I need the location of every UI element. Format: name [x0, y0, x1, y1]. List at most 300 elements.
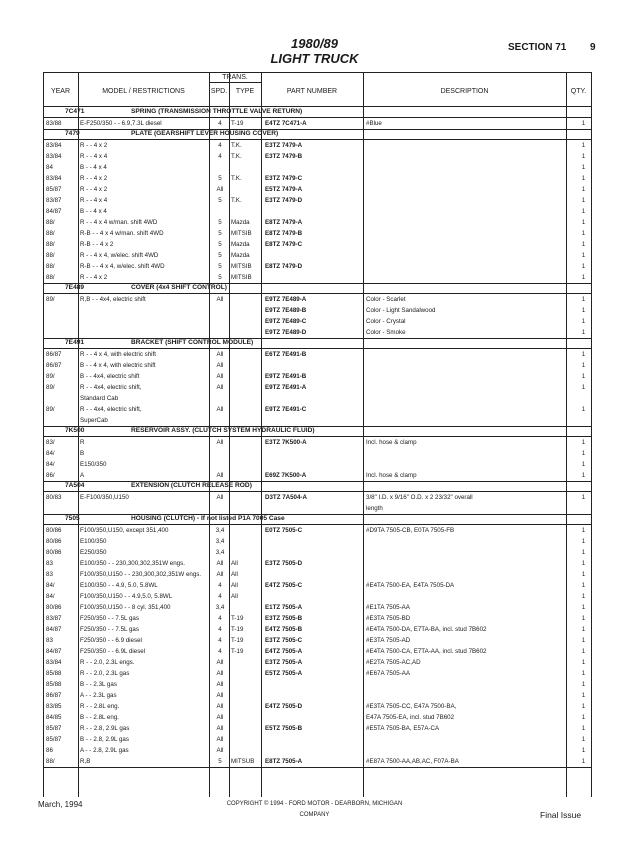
cell-year: 86/87 — [46, 351, 62, 358]
cell-part: E3TZ 7505-C — [265, 637, 303, 644]
cell-model: R - - 4 x 2 — [80, 142, 108, 149]
table-row — [43, 217, 591, 228]
cell-qty: 1 — [581, 197, 586, 204]
group-title: PLATE (GEARSHIFT LEVER HOUSING COVER) — [131, 130, 279, 137]
cell-desc: Color - Crystal — [366, 318, 406, 325]
cell-model: B — [80, 450, 85, 457]
group-header — [43, 129, 591, 139]
cell-model: F250/350 - - 7.5L gas — [80, 626, 139, 633]
cell-year: 80/86 — [46, 527, 62, 534]
cell-part: E8TZ 7479-B — [265, 230, 303, 237]
col-header-model: MODEL / RESTRICTIONS — [102, 88, 185, 95]
cell-type: Mazda — [231, 219, 250, 226]
table-row — [43, 239, 591, 250]
cell-qty: 1 — [581, 714, 586, 721]
cell-desc: #E4TA 7500-DA, E7TA-BA, incl. stud 7B602 — [366, 626, 487, 633]
cell-year: 89/ — [46, 384, 55, 391]
table-row — [43, 536, 591, 547]
cell-part: E3TZ 7K500-A — [265, 439, 307, 446]
cell-spd: All — [216, 736, 224, 743]
cell-model: R - - 4 x 4, with electric shift — [80, 351, 156, 358]
cell-model: R - - 2.8L eng. — [80, 703, 120, 710]
cell-year: 84/87 — [46, 648, 62, 655]
cell-year: 85/87 — [46, 725, 62, 732]
cell-desc: E47A 7505-EA, incl. stud 7B602 — [366, 714, 455, 721]
cell-year: 85/87 — [46, 736, 62, 743]
table-row — [43, 734, 591, 745]
table-row — [43, 547, 591, 558]
cell-part: E9TZ 7E489-C — [265, 318, 307, 325]
cell-qty: 1 — [581, 296, 586, 303]
table-row — [43, 745, 591, 756]
section-label: SECTION 71 — [508, 42, 567, 53]
cell-model: R - - 4 x 4 w/man. shift 4WD — [80, 219, 158, 226]
col-header-type: TYPE — [235, 88, 255, 95]
cell-model: R-B - - 4 x 4 w/man. shift 4WD — [80, 230, 164, 237]
cell-part: E3TZ 7479-D — [265, 197, 303, 204]
cell-year: 86/87 — [46, 692, 62, 699]
cell-year: 88/ — [46, 219, 55, 226]
cell-year: 88/ — [46, 758, 55, 765]
cell-model: R - - 4 x 4 — [80, 153, 108, 160]
col-header-year: YEAR — [50, 88, 71, 95]
cell-year: 86/87 — [46, 362, 62, 369]
cell-qty: 1 — [581, 736, 586, 743]
cell-desc: 3/8" I.D. x 9/16" O.D. x 2 23/32" overall — [366, 494, 473, 501]
cell-model: F100/350,U150 - - 230,300,302,351W engs. — [80, 571, 202, 578]
cell-qty: 1 — [581, 329, 586, 336]
cell-type: T.K. — [231, 175, 242, 182]
cell-spd: All — [216, 747, 224, 754]
cell-spd: All — [216, 362, 224, 369]
cell-part: E4TZ 7505-D — [265, 703, 303, 710]
cell-spd: All — [216, 186, 224, 193]
cell-qty: 1 — [581, 626, 586, 633]
group-header — [43, 426, 591, 436]
group-title: COVER (4x4 SHIFT CONTROL) — [131, 284, 227, 291]
footer-issue: Final Issue — [540, 810, 582, 820]
cell-qty: 1 — [581, 560, 586, 567]
cell-part: E3TZ 7505-D — [265, 560, 303, 567]
cell-desc: length — [366, 505, 383, 512]
cell-year: 83/ — [46, 439, 55, 446]
cell-spd: 5 — [218, 175, 222, 182]
cell-year: 88/ — [46, 230, 55, 237]
cell-spd: 4 — [218, 626, 222, 633]
table-row — [43, 349, 591, 360]
cell-type: All — [231, 593, 238, 600]
table-row — [43, 437, 591, 448]
group-header — [43, 338, 591, 348]
group-code: 7C471 — [65, 108, 85, 115]
cell-type: T-19 — [231, 615, 244, 622]
cell-spd: 4 — [218, 120, 222, 127]
cell-spd: All — [216, 659, 224, 666]
cell-spd: All — [216, 472, 224, 479]
cell-desc: #E3TA 7505-AD — [366, 637, 411, 644]
cell-qty: 1 — [581, 615, 586, 622]
cell-desc: #E87A 7500-AA,AB,AC, F07A-BA — [366, 758, 459, 765]
cell-year: 86/ — [46, 472, 55, 479]
cell-year: 85/88 — [46, 681, 62, 688]
cell-desc: Incl. hose & clamp — [366, 472, 417, 479]
cell-spd: 5 — [218, 758, 222, 765]
cell-part: E5TZ 7479-A — [265, 186, 303, 193]
cell-desc: Color - Smoke — [366, 329, 406, 336]
cell-year: 83 — [46, 560, 53, 567]
table-row — [43, 701, 591, 712]
cell-year: 83/84 — [46, 659, 62, 666]
grid-line — [209, 82, 261, 83]
group-title: SPRING (TRANSMISSION THROTTLE VALVE RETURN) — [131, 108, 303, 115]
cell-type: Mazda — [231, 252, 250, 259]
cell-model: R - - 4x4, electric shift, — [80, 406, 142, 413]
cell-model: R - - 4 x 4 — [80, 197, 108, 204]
cell-year: 84 — [46, 164, 53, 171]
cell-part: E5TZ 7505-B — [265, 725, 303, 732]
cell-year: 85/88 — [46, 670, 62, 677]
grid-line — [43, 767, 591, 768]
table-row — [43, 294, 591, 305]
cell-year: 83/84 — [46, 153, 62, 160]
cell-part: E69Z 7K500-A — [265, 472, 307, 479]
table-row — [43, 602, 591, 613]
cell-qty: 1 — [581, 307, 586, 314]
table-row — [43, 591, 591, 602]
cell-model: Standard Cab — [80, 395, 119, 402]
cell-qty: 1 — [581, 758, 586, 765]
group-header — [43, 107, 591, 117]
cell-part: E9TZ 7E491-A — [265, 384, 307, 391]
cell-spd: 3,4 — [215, 527, 225, 534]
cell-year: 83/84 — [46, 142, 62, 149]
table-row — [43, 712, 591, 723]
cell-spd: 5 — [218, 274, 222, 281]
cell-year: 84/ — [46, 450, 55, 457]
group-code: 7E489 — [65, 284, 85, 291]
cell-part: E3TZ 7479-A — [265, 142, 303, 149]
cell-model: A - - 2.3L gas — [80, 692, 117, 699]
cell-spd: 5 — [218, 230, 222, 237]
table-row — [43, 140, 591, 151]
cell-model: F100/350,U150 - - 8 cyl. 351,400 — [80, 604, 171, 611]
cell-year: 89/ — [46, 296, 55, 303]
cell-spd: All — [216, 571, 224, 578]
table-row — [43, 173, 591, 184]
table-row — [43, 580, 591, 591]
cell-part: E8TZ 7479-D — [265, 263, 303, 270]
cell-desc: Color - Light Sandalwood — [366, 307, 436, 314]
cell-year: 84/ — [46, 593, 55, 600]
footer-copyright: COPYRIGHT © 1994 - FORD MOTOR - DEARBORN, MICHIGAN — [226, 801, 403, 807]
cell-type: T.K. — [231, 142, 242, 149]
cell-qty: 1 — [581, 186, 586, 193]
cell-year: 85/87 — [46, 186, 62, 193]
table-row — [43, 371, 591, 382]
cell-qty: 1 — [581, 670, 586, 677]
cell-part: E4TZ 7C471-A — [265, 120, 307, 127]
cell-qty: 1 — [581, 659, 586, 666]
table-row — [43, 184, 591, 195]
cell-year: 84/87 — [46, 208, 62, 215]
cell-year: 84/85 — [46, 714, 62, 721]
cell-year: 83/87 — [46, 197, 62, 204]
cell-qty: 1 — [581, 439, 586, 446]
cell-type: Mazda — [231, 241, 250, 248]
cell-part: D3TZ 7A504-A — [265, 494, 307, 501]
cell-type: T-19 — [231, 637, 244, 644]
cell-year: 84/ — [46, 582, 55, 589]
table-row — [43, 415, 591, 426]
group-header — [43, 283, 591, 293]
cell-qty: 1 — [581, 318, 586, 325]
cell-spd: All — [216, 351, 224, 358]
cell-year: 88/ — [46, 274, 55, 281]
cell-spd: 3,4 — [215, 549, 225, 556]
table-row — [43, 525, 591, 536]
cell-model: R-B - - 4 x 2 — [80, 241, 114, 248]
col-header-part: PART NUMBER — [286, 88, 338, 95]
cell-desc: #E4TA 7500-CA, E7TA-AA, incl. stud 7B602 — [366, 648, 487, 655]
catalog-year-range: 1980/89 — [291, 36, 338, 51]
table-row — [43, 360, 591, 371]
cell-qty: 1 — [581, 450, 586, 457]
cell-desc: #E1TA 7505-AA — [366, 604, 410, 611]
table-row — [43, 492, 591, 503]
cell-qty: 1 — [581, 263, 586, 270]
cell-year: 88/ — [46, 263, 55, 270]
cell-qty: 1 — [581, 120, 586, 127]
table-row — [43, 404, 591, 415]
cell-model: E-F250/350 - - 6.9,7.3L diesel — [80, 120, 162, 127]
cell-year: 80/86 — [46, 538, 62, 545]
cell-year: 83 — [46, 637, 53, 644]
cell-model: R,B - - 4x4, electric shift — [80, 296, 146, 303]
table-row — [43, 569, 591, 580]
cell-spd: 5 — [218, 263, 222, 270]
cell-qty: 1 — [581, 153, 586, 160]
cell-qty: 1 — [581, 703, 586, 710]
cell-spd: 5 — [218, 197, 222, 204]
cell-spd: 4 — [218, 615, 222, 622]
cell-part: E4TZ 7505-B — [265, 626, 303, 633]
cell-spd: All — [216, 560, 224, 567]
cell-qty: 1 — [581, 472, 586, 479]
cell-model: F100/350,U150, except 351,400 — [80, 527, 169, 534]
cell-qty: 1 — [581, 252, 586, 259]
table-row — [43, 261, 591, 272]
cell-type: T-19 — [231, 648, 244, 655]
cell-qty: 1 — [581, 142, 586, 149]
table-row — [43, 756, 591, 767]
cell-model: B - - 4 x 4 — [80, 164, 107, 171]
cell-model: R - - 2.8, 2.9L gas — [80, 725, 130, 732]
cell-spd: 4 — [218, 142, 222, 149]
cell-year: 83/87 — [46, 615, 62, 622]
cell-spd: 4 — [218, 593, 222, 600]
col-header-trans: TRANS. — [222, 74, 248, 81]
cell-year: 88/ — [46, 252, 55, 259]
cell-desc: #D9TA 7505-CB, E0TA 7505-FB — [366, 527, 455, 534]
footer-date: March, 1994 — [38, 800, 83, 809]
table-row — [43, 470, 591, 481]
cell-type: T.K. — [231, 197, 242, 204]
cell-qty: 1 — [581, 648, 586, 655]
cell-part: E9TZ 7E491-C — [265, 406, 307, 413]
cell-year: 80/83 — [46, 494, 62, 501]
cell-desc: Incl. hose & clamp — [366, 439, 417, 446]
cell-qty: 1 — [581, 274, 586, 281]
table-row — [43, 206, 591, 217]
col-header-qty: QTY. — [570, 88, 587, 95]
cell-qty: 1 — [581, 219, 586, 226]
cell-model: B - - 2.8, 2.9L gas — [80, 736, 129, 743]
cell-spd: All — [216, 692, 224, 699]
cell-year: 83/88 — [46, 120, 62, 127]
cell-year: 84/87 — [46, 626, 62, 633]
cell-year: 83/84 — [46, 175, 62, 182]
table-row — [43, 459, 591, 470]
cell-part: E3TZ 7505-B — [265, 615, 303, 622]
cell-spd: All — [216, 494, 224, 501]
cell-part: E9TZ 7E489-B — [265, 307, 307, 314]
cell-part: E9TZ 7E489-D — [265, 329, 307, 336]
cell-year: 86 — [46, 747, 53, 754]
group-title: BRACKET (SHIFT CONTROL MODULE) — [131, 339, 254, 346]
cell-qty: 1 — [581, 538, 586, 545]
cell-model: F250/350 - - 6.9L diesel — [80, 648, 146, 655]
cell-model: R - - 4 x 2 — [80, 186, 108, 193]
cell-qty: 1 — [581, 208, 586, 215]
cell-qty: 1 — [581, 692, 586, 699]
cell-part: E0TZ 7505-C — [265, 527, 303, 534]
cell-model: R - - 4 x 2 — [80, 175, 108, 182]
table-row — [43, 118, 591, 129]
cell-year: 88/ — [46, 241, 55, 248]
cell-qty: 1 — [581, 351, 586, 358]
table-row — [43, 668, 591, 679]
cell-qty: 1 — [581, 681, 586, 688]
table-row — [43, 635, 591, 646]
cell-model: R - - 4 x 4, w/elec. shift 4WD — [80, 252, 159, 259]
cell-spd: 3,4 — [215, 604, 225, 611]
col-header-description: DESCRIPTION — [440, 88, 489, 95]
cell-desc: #E5TA 7505-BA, E57A-CA — [366, 725, 440, 732]
group-code: 7479 — [65, 130, 80, 137]
cell-qty: 1 — [581, 725, 586, 732]
table-row — [43, 382, 591, 393]
cell-model: A — [80, 472, 85, 479]
table-row — [43, 162, 591, 173]
group-title: EXTENSION (CLUTCH RELEASE ROD) — [131, 482, 252, 489]
cell-model: E250/350 — [80, 549, 107, 556]
cell-qty: 1 — [581, 373, 586, 380]
cell-part: E9TZ 7E491-B — [265, 373, 307, 380]
cell-spd: All — [216, 373, 224, 380]
cell-qty: 1 — [581, 384, 586, 391]
cell-spd: 4 — [218, 582, 222, 589]
cell-type: MITSUB — [231, 758, 255, 765]
cell-type: T.K. — [231, 153, 242, 160]
cell-model: R - - 4x4, electric shift, — [80, 384, 142, 391]
table-row — [43, 151, 591, 162]
group-title: RESERVOIR ASSY. (CLUTCH SYSTEM HYDRAULIC FLUID) — [131, 427, 315, 434]
cell-type: All — [231, 560, 238, 567]
cell-model: R,B — [80, 758, 91, 765]
cell-part: E3TZ 7479-B — [265, 153, 303, 160]
cell-year: 83 — [46, 571, 53, 578]
cell-part: E3TZ 7479-C — [265, 175, 303, 182]
cell-qty: 1 — [581, 406, 586, 413]
cell-type: All — [231, 571, 238, 578]
cell-qty: 1 — [581, 164, 586, 171]
cell-model: R - - 2.0, 2.3L engs. — [80, 659, 135, 666]
cell-model: B - - 4 x 4 — [80, 208, 107, 215]
cell-model: B - - 4x4, electric shift — [80, 373, 140, 380]
catalog-title: LIGHT TRUCK — [270, 51, 359, 66]
cell-year: 89/ — [46, 406, 55, 413]
cell-desc: #E67A 7505-AA — [366, 670, 411, 677]
cell-model: R - - 4 x 2 — [80, 274, 108, 281]
table-row — [43, 624, 591, 635]
cell-spd: 3,4 — [215, 538, 225, 545]
cell-part: E4TZ 7505-C — [265, 582, 303, 589]
cell-spd: 5 — [218, 241, 222, 248]
table-row — [43, 393, 591, 404]
cell-part: E3TZ 7505-A — [265, 659, 303, 666]
cell-type: MITSIB — [231, 230, 252, 237]
cell-desc: #E3TA 7505-BD — [366, 615, 411, 622]
cell-part: E6TZ 7E491-B — [265, 351, 307, 358]
cell-qty: 1 — [581, 571, 586, 578]
cell-spd: All — [216, 703, 224, 710]
cell-year: 80/86 — [46, 549, 62, 556]
cell-qty: 1 — [581, 604, 586, 611]
cell-qty: 1 — [581, 582, 586, 589]
cell-qty: 1 — [581, 241, 586, 248]
page-number: 9 — [590, 42, 596, 53]
cell-part: E1TZ 7505-A — [265, 604, 303, 611]
table-row — [43, 228, 591, 239]
cell-model: R - - 2.0, 2.3L gas — [80, 670, 130, 677]
cell-spd: 5 — [218, 252, 222, 259]
group-code: 7505 — [65, 515, 80, 522]
cell-type: T-19 — [231, 626, 244, 633]
cell-qty: 1 — [581, 593, 586, 600]
grid-line — [591, 72, 592, 797]
cell-type: T-19 — [231, 120, 244, 127]
cell-part: E5TZ 7505-A — [265, 670, 303, 677]
cell-model: SuperCab — [80, 417, 108, 424]
cell-qty: 1 — [581, 549, 586, 556]
group-code: 7A504 — [65, 482, 85, 489]
cell-model: B - - 2.3L gas — [80, 681, 117, 688]
cell-part: E8TZ 7479-C — [265, 241, 303, 248]
table-row — [43, 195, 591, 206]
cell-qty: 1 — [581, 362, 586, 369]
table-row — [43, 679, 591, 690]
cell-model: E100/350 - - 4.9, 5.0, 5.8WL — [80, 582, 158, 589]
cell-year: 80/86 — [46, 604, 62, 611]
table-row — [43, 327, 591, 338]
cell-year: 89/ — [46, 373, 55, 380]
cell-desc: #E4TA 7500-EA, E4TA 7505-DA — [366, 582, 455, 589]
cell-spd: All — [216, 714, 224, 721]
table-row — [43, 723, 591, 734]
cell-part: E4TZ 7505-A — [265, 648, 303, 655]
table-row — [43, 503, 591, 514]
cell-qty: 1 — [581, 494, 586, 501]
